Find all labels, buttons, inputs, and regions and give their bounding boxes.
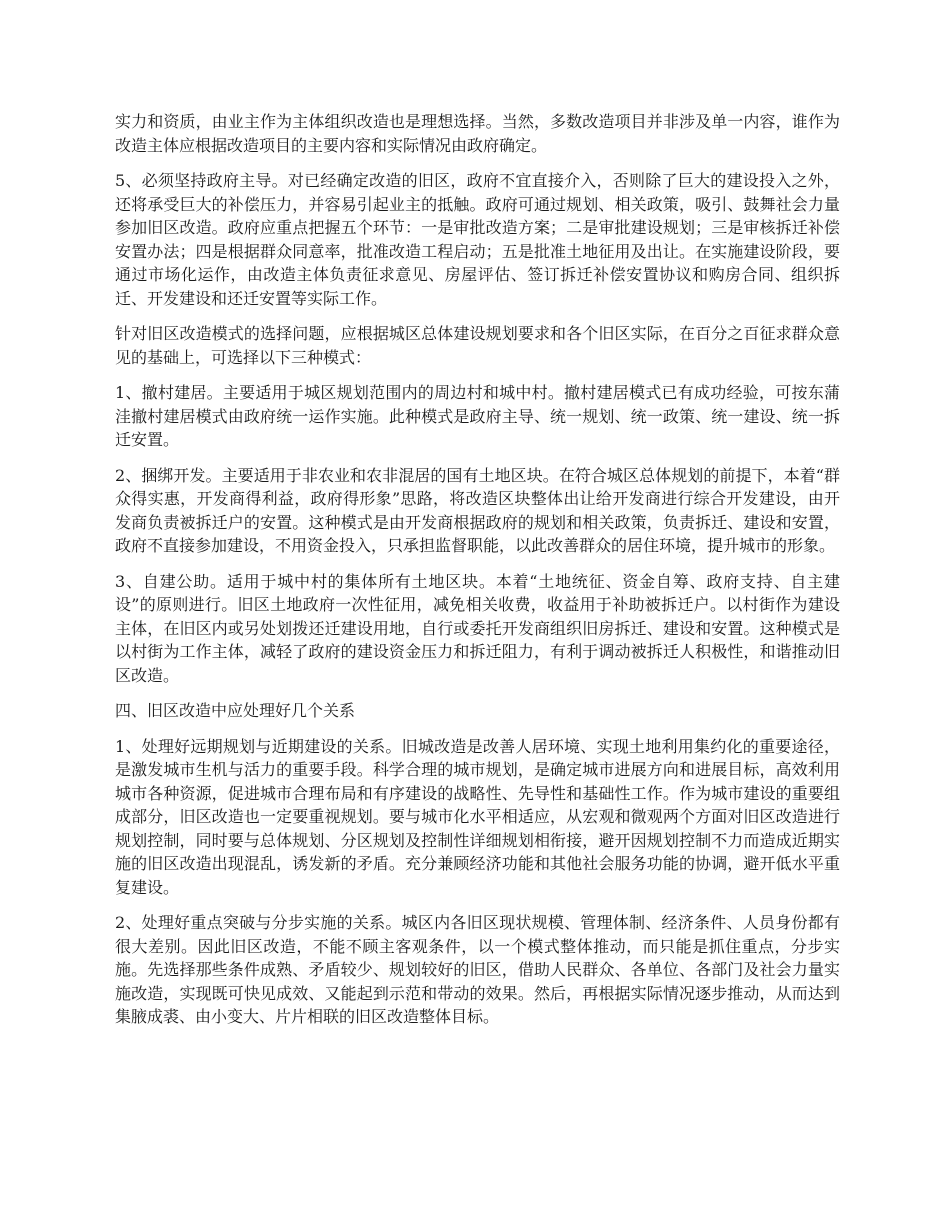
paragraph-mode-3: 3、自建公助。适用于城中村的集体所有土地区块。本着“土地统征、资金自筹、政府支持、自主建设”的原则进行。旧区土地政府一次性征用，减免相关收费，收益用于补助被拆迁户。以村街作为建设主体，在旧区内或另处划拨还迁建设用地，自行或委托开发商组织旧房拆迁、建设和安置。这种模式是以村街为工作主体，减轻了政府的建设资金压力和拆迁阻力，有利于调动被拆迁人积极性，和谐推动旧区改造。 xyxy=(115,571,840,685)
paragraph-intro-continued: 实力和资质，由业主作为主体组织改造也是理想选择。当然，多数改造项目并非涉及单一内容，谁作为改造主体应根据改造项目的主要内容和实际情况由政府确定。 xyxy=(115,112,840,155)
paragraph-relation-2: 2、处理好重点突破与分步实施的关系。城区内各旧区现状规模、管理体制、经济条件、人员身份都有很大差别。因此旧区改造，不能不顾主客观条件，以一个模式整体推动，而只能是抓住重点，分步实施。先选择那些条件成熟、矛盾较少、规划较好的旧区，借助人民群众、各单位、各部门及社会力量实施改造，实现既可快见成效、又能起到示范和带动的效果。然后，再根据实际情况逐步推动，从而达到集腋成裘、由小变大、片片相联的旧区改造整体目标。 xyxy=(115,913,840,1026)
section-heading-relations: 四、旧区改造中应处理好几个关系 xyxy=(115,701,356,720)
document-page xyxy=(115,110,840,1041)
paragraph-mode-2: 2、捆绑开发。主要适用于非农业和农非混居的国有土地区块。在符合城区总体规划的前提下，本着“群众得实惠，开发商得利益，政府得形象”思路，将改造区块整体出让给开发商进行综合开发建设，由开发商负责被拆迁户的安置。这种模式是由开发商根据政府的规划和相关政策，负责拆迁、建设和安置，政府不直接参加建设，不用资金投入，只承担监督职能，以此改善群众的居住环境，提升城市的形象。 xyxy=(115,465,840,555)
paragraph-point-5-government-led: 5、必须坚持政府主导。对已经确定改造的旧区，政府不宜直接介入，否则除了巨大的建设投入之外，还将承受巨大的补偿压力，并容易引起业主的抵触。政府可通过规划、相关政策，吸引、鼓舞社会力量参加旧区改造。政府应重点把握五个环节：一是审批改造方案；二是审批建设规划；三是审核拆迁补偿安置办法；四是根据群众同意率，批准改造工程启动；五是批准土地征用及出让。在实施建设阶段，要通过市场化运作，由改造主体负责征求意见、房屋评估、签订拆迁补偿安置协议和购房合同、组织拆迁、开发建设和还迁安置等实际工作。 xyxy=(115,171,840,308)
paragraph-mode-selection: 针对旧区改造模式的选择问题，应根据城区总体建设规划要求和各个旧区实际，在百分之百征求群众意见的基础上，可选择以下三种模式： xyxy=(115,324,840,367)
paragraph-relation-1: 1、处理好远期规划与近期建设的关系。旧城改造是改善人居环境、实现土地利用集约化的重要途径，是激发城市生机与活力的重要手段。科学合理的城市规划，是确定城市进展方向和进展目标，高效利用城市各种资源，促进城市合理布局和有序建设的战略性、先导性和基础性工作。作为城市建设的重要组成部分，旧区改造也一定要重视规划。要与城市化水平相适应，从宏观和微观两个方面对旧区改造进行规划控制，同时要与总体规划、分区规划及控制性详细规划相衔接，避开因规划控制不力而造成近期实施的旧区改造出现混乱，诱发新的矛盾。充分兼顾经济功能和其他社会服务功能的协调，避开低水平重复建设。 xyxy=(115,736,840,897)
paragraph-mode-1: 1、撤村建居。主要适用于城区规划范围内的周边村和城中村。撤村建居模式已有成功经验，可按东蒲洼撤村建居模式由政府统一运作实施。此种模式是政府主导、统一规划、统一政策、统一建设、统一拆迁安置。 xyxy=(115,383,840,449)
